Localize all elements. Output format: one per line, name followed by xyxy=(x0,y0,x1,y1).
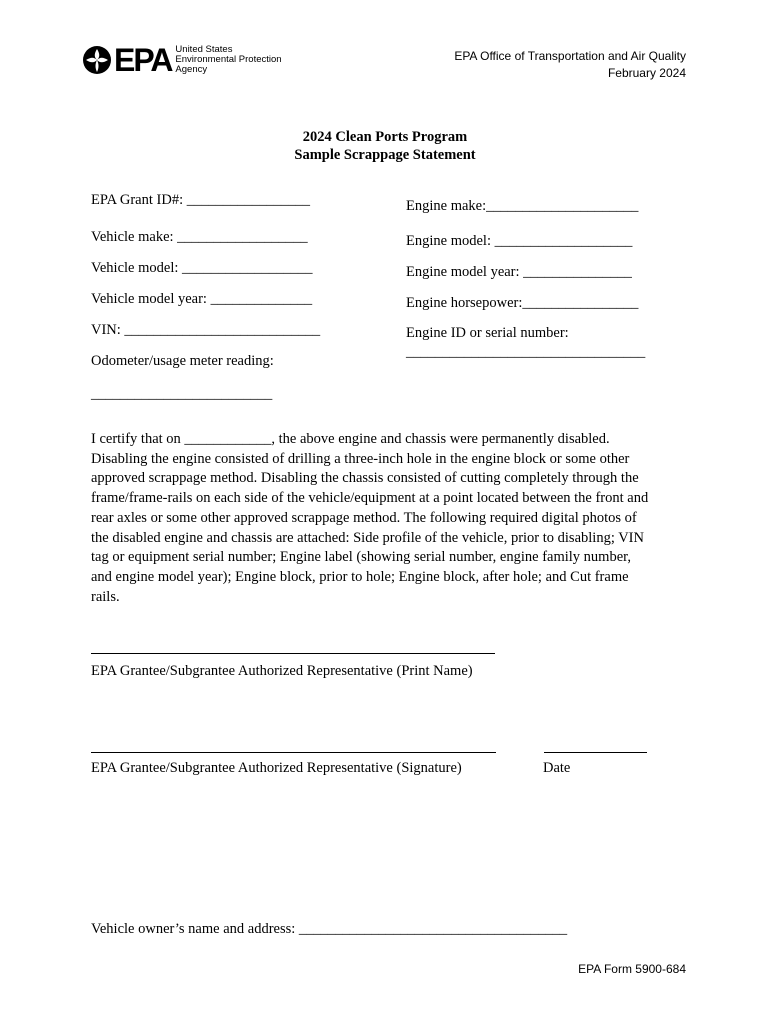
signature-label: EPA Grantee/Subgrantee Authorized Representative (Signature) xyxy=(91,760,462,776)
header-date: February 2024 xyxy=(607,66,686,80)
date-label: Date xyxy=(543,760,571,776)
epa-logo xyxy=(82,44,282,76)
logo-agency-name xyxy=(175,45,281,75)
vehicle-make-field: Vehicle make: __________________ xyxy=(91,229,308,245)
vehicle-model-field: Vehicle model: __________________ xyxy=(91,260,313,276)
odometer-label: Odometer/usage meter reading: xyxy=(91,353,274,369)
logo-wordmark: EPA xyxy=(114,42,172,78)
vin-field: VIN: ___________________________ xyxy=(91,322,321,338)
print-name-label: EPA Grantee/Subgrantee Authorized Representative (Print Name) xyxy=(91,663,473,679)
print-name-line xyxy=(91,653,495,654)
epa-grant-id-field: EPA Grant ID#: _________________ xyxy=(91,192,310,208)
odometer-blank: _________________________ xyxy=(91,386,273,402)
logo-line: Environmental Protection xyxy=(175,54,282,65)
page-subtitle: Sample Scrappage Statement xyxy=(294,147,476,163)
engine-serial-label: Engine ID or serial number: xyxy=(406,325,569,341)
logo-line: Agency xyxy=(175,64,208,75)
vehicle-owner-field: Vehicle owner’s name and address: _____________________________________ xyxy=(91,921,568,937)
logo-line: United States xyxy=(175,44,233,55)
vehicle-model-year-field: Vehicle model year: ______________ xyxy=(91,291,313,307)
engine-serial-blank: _________________________________ xyxy=(406,344,646,360)
date-line xyxy=(544,752,647,753)
epa-flower-icon xyxy=(82,45,112,75)
page-title: 2024 Clean Ports Program xyxy=(302,129,468,145)
signature-line xyxy=(91,752,496,753)
header-office: EPA Office of Transportation and Air Quality xyxy=(454,49,686,63)
engine-model-year-field: Engine model year: _______________ xyxy=(406,264,632,280)
certification-statement: I certify that on ____________, the above engine and chassis were permanently disabled. Disabling the engine consisted of drilling a three-inch hole in the engine block or some other approved scrappage method. Disabling the chassis consisted of cutting completely through the frame/frame-rails on each side of the vehicle/equipment at a point located between the front and rear axles or some other approved scrappage method. The following required digital photos of the disabled engine and chassis are attached: Side profile of the vehicle, prior to disabling; VIN tag or equipment serial number; Engine label (showing serial number, engine family number, and engine model year); Engine block, prior to hole; Engine block, after hole; and Cut frame rails. xyxy=(91,431,649,605)
form-number: EPA Form 5900-684 xyxy=(578,962,686,976)
engine-model-field: Engine model: ___________________ xyxy=(406,233,633,249)
engine-horsepower-field: Engine horsepower:________________ xyxy=(406,295,639,311)
engine-make-field: Engine make:_____________________ xyxy=(406,198,639,214)
